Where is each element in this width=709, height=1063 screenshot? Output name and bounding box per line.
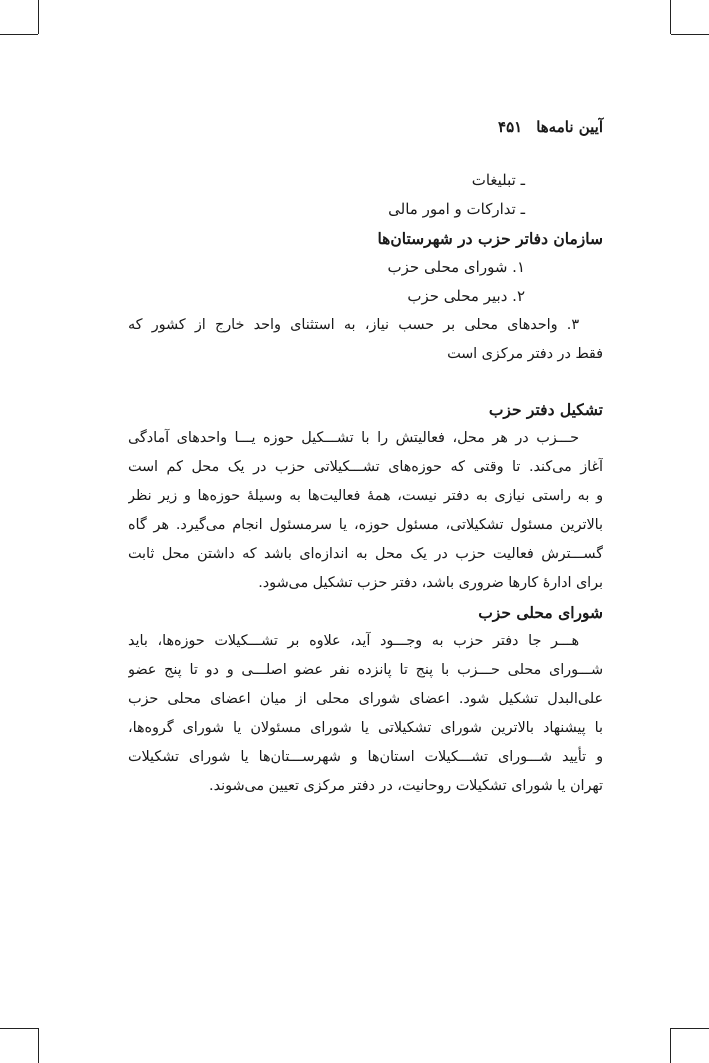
list-item: ـ تدارکات و امور مالی xyxy=(388,200,525,218)
crop-mark-bottom-right xyxy=(670,1028,671,1063)
crop-mark-bottom-left xyxy=(38,1028,39,1063)
running-title: آیین نامه‌ها xyxy=(536,118,603,136)
paragraph-line: آغاز می‌کند. تا وقتی که حوزه‌های تشـــکیلاتی حزب در یک محل کم است xyxy=(128,459,603,475)
book-page xyxy=(128,118,603,801)
paragraph-line: برای ادارهٔ کارها ضروری باشد، دفتر حزب تشکیل می‌شود. xyxy=(258,575,603,591)
crop-mark-bottom-right-h xyxy=(671,1028,709,1029)
running-header xyxy=(128,118,603,146)
paragraph-line: تهران یا شورای تشکیلات روحانیت، در دفتر مرکزی تعیین می‌شوند. xyxy=(209,778,603,794)
paragraph-line: حـــزب در هر محل، فعالیتش را با تشـــکیل حوزه یـــا واحدهای آمادگی xyxy=(128,430,579,446)
paragraph-line: و تأیید شـــورای تشـــکیلات استان‌ها و شهرســـتان‌ها یا شورای تشکیلات xyxy=(128,749,603,765)
paragraph-line: شـــورای محلی حـــزب با پنج تا پانزده نفر عضو اصلـــی و دو تا پنج عضو xyxy=(128,662,603,678)
list-item: ۳. واحدهای محلی بر حسب نیاز، به استثنای واحد خارج از کشور که xyxy=(128,317,579,333)
section-heading-council: شورای محلی حزب xyxy=(478,603,603,622)
paragraph-line: هـــر جا دفتر حزب به وجـــود آید، علاوه بر تشـــکیلات حوزه‌ها، باید xyxy=(128,633,579,649)
paragraph-line: بالاترین مسئول تشکیلاتی، مسئول حوزه، یا سرمسئول انجام می‌گیرد. هر گاه xyxy=(128,517,603,533)
paragraph-line: گســـترش فعالیت حزب در یک محل به اندازه‌ای باشد که داشتن محل ثابت xyxy=(128,546,603,562)
paragraph-line: با پیشنهاد بالاترین شورای تشکیلاتی یا شورای مسئولان یا شورای گروه‌ها، xyxy=(128,720,603,736)
crop-mark-top-left xyxy=(38,0,39,34)
crop-mark-top-right xyxy=(670,0,671,34)
page-number: ۴۵۱ xyxy=(498,118,523,136)
list-item-continuation: فقط در دفتر مرکزی است xyxy=(447,346,603,362)
list-item: ۱. شورای محلی حزب xyxy=(387,258,525,276)
crop-mark-bottom-left-h xyxy=(0,1028,38,1029)
list-item: ۲. دبیر محلی حزب xyxy=(407,287,525,305)
section-heading-offices: سازمان دفاتر حزب در شهرستان‌ها xyxy=(377,229,603,248)
list-item: ـ تبلیغات xyxy=(471,171,525,189)
paragraph-line: و به راستی نیازی به دفتر نیست، همهٔ فعالیت‌ها به وسیلهٔ حوزه‌ها و زیر نظر xyxy=(128,488,603,504)
crop-mark-top-right-h xyxy=(671,34,709,35)
section-heading-formation: تشکیل دفتر حزب xyxy=(488,400,603,419)
paragraph-line: علی‌البدل تشکیل شود. اعضای شورای محلی از میان اعضای محلی حزب xyxy=(128,691,603,707)
crop-mark-top-left-h xyxy=(0,34,38,35)
